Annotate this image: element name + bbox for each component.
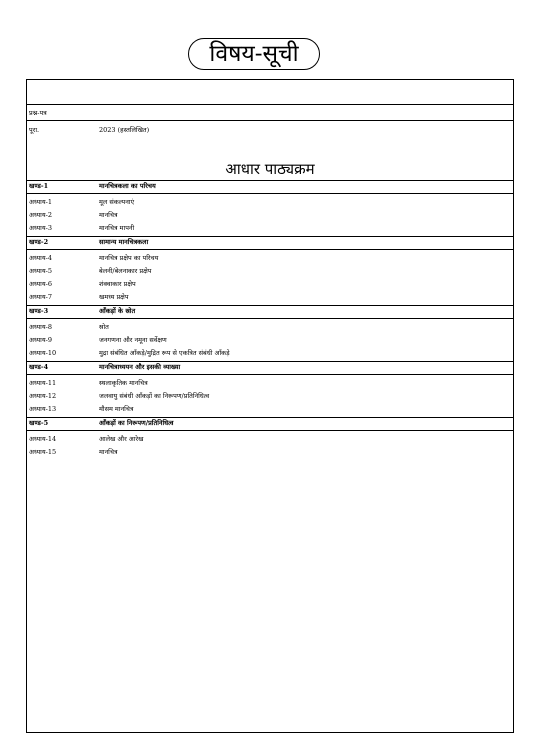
chapter-title: जनगणना और नमूना सर्वेक्षण (99, 336, 167, 344)
code-label: पूरा. (29, 126, 40, 134)
chapter-title: मानचित्र मापनी (99, 224, 135, 232)
chapter-title: मौसम मानचित्र (99, 405, 134, 413)
chapter-label: अध्याय-7 (29, 293, 52, 301)
divider (27, 305, 513, 306)
chapter-label: अध्याय-11 (29, 379, 57, 387)
paper-label: प्रश्न-पत्र (29, 109, 47, 117)
section-title: मानचित्रकला का परिचय (99, 182, 156, 190)
section-title: आँकड़ों के स्रोत (99, 307, 136, 315)
section-label: खण्ड-2 (29, 238, 49, 246)
chapter-title: मानचित्र (99, 211, 118, 219)
section-title: आँकड़ों का निरूपण/प्रतिनिधित्व (99, 419, 174, 427)
chapter-label: अध्याय-9 (29, 336, 52, 344)
section-title: मानचित्राध्ययन और इसकी व्याख्या (99, 363, 181, 371)
contents-frame (26, 79, 514, 733)
chapter-label: अध्याय-5 (29, 267, 52, 275)
divider (27, 374, 513, 375)
year-note: 2023 (हस्तलिखित) (99, 126, 150, 134)
divider (27, 318, 513, 319)
chapter-label: अध्याय-15 (29, 448, 57, 456)
chapter-title: शंक्वाकार प्रक्षेप (99, 280, 136, 288)
divider (27, 361, 513, 362)
chapter-title: जलवायु संबंधी आँकड़ों का निरूपण/प्रतिनिधित्व (99, 392, 210, 400)
chapter-label: अध्याय-4 (29, 254, 52, 262)
chapter-label: अध्याय-1 (29, 198, 52, 206)
divider (27, 417, 513, 418)
divider (27, 236, 513, 237)
divider (27, 120, 513, 121)
divider (27, 180, 513, 181)
chapter-title: स्थलाकृतिक मानचित्र (99, 379, 148, 387)
section-label: खण्ड-5 (29, 419, 49, 427)
chapter-label: अध्याय-2 (29, 211, 52, 219)
chapter-title: मुद्रा संबंधित आँकड़े/मुद्रित रूप से एकत्रित संबंधी आँकड़े (99, 349, 230, 357)
chapter-label: अध्याय-3 (29, 224, 52, 232)
syllabus-heading: आधार पाठ्यक्रम (225, 160, 315, 178)
chapter-title: मूल संकल्पनाएं (99, 198, 135, 206)
chapter-label: अध्याय-10 (29, 349, 57, 357)
section-label: खण्ड-1 (29, 182, 49, 190)
divider (27, 249, 513, 250)
chapter-title: स्रोत (99, 323, 109, 331)
divider (27, 104, 513, 105)
chapter-title: बेलनी/बेलनाकार प्रक्षेप (99, 267, 152, 275)
chapter-title: मानचित्र प्रक्षेप का परिचय (99, 254, 159, 262)
chapter-label: अध्याय-6 (29, 280, 52, 288)
chapter-label: अध्याय-13 (29, 405, 57, 413)
section-label: खण्ड-3 (29, 307, 49, 315)
chapter-label: अध्याय-8 (29, 323, 52, 331)
section-label: खण्ड-4 (29, 363, 49, 371)
chapter-title: मानचित्र (99, 448, 118, 456)
chapter-label: अध्याय-12 (29, 392, 57, 400)
chapter-title: आलेख और आरेख (99, 435, 144, 443)
page-title: विषय-सूची (188, 38, 320, 70)
chapter-label: अध्याय-14 (29, 435, 57, 443)
section-title: सामान्य मानचित्रकला (99, 238, 149, 246)
chapter-title: खमध्य प्रक्षेप (99, 293, 129, 301)
divider (27, 430, 513, 431)
divider (27, 193, 513, 194)
